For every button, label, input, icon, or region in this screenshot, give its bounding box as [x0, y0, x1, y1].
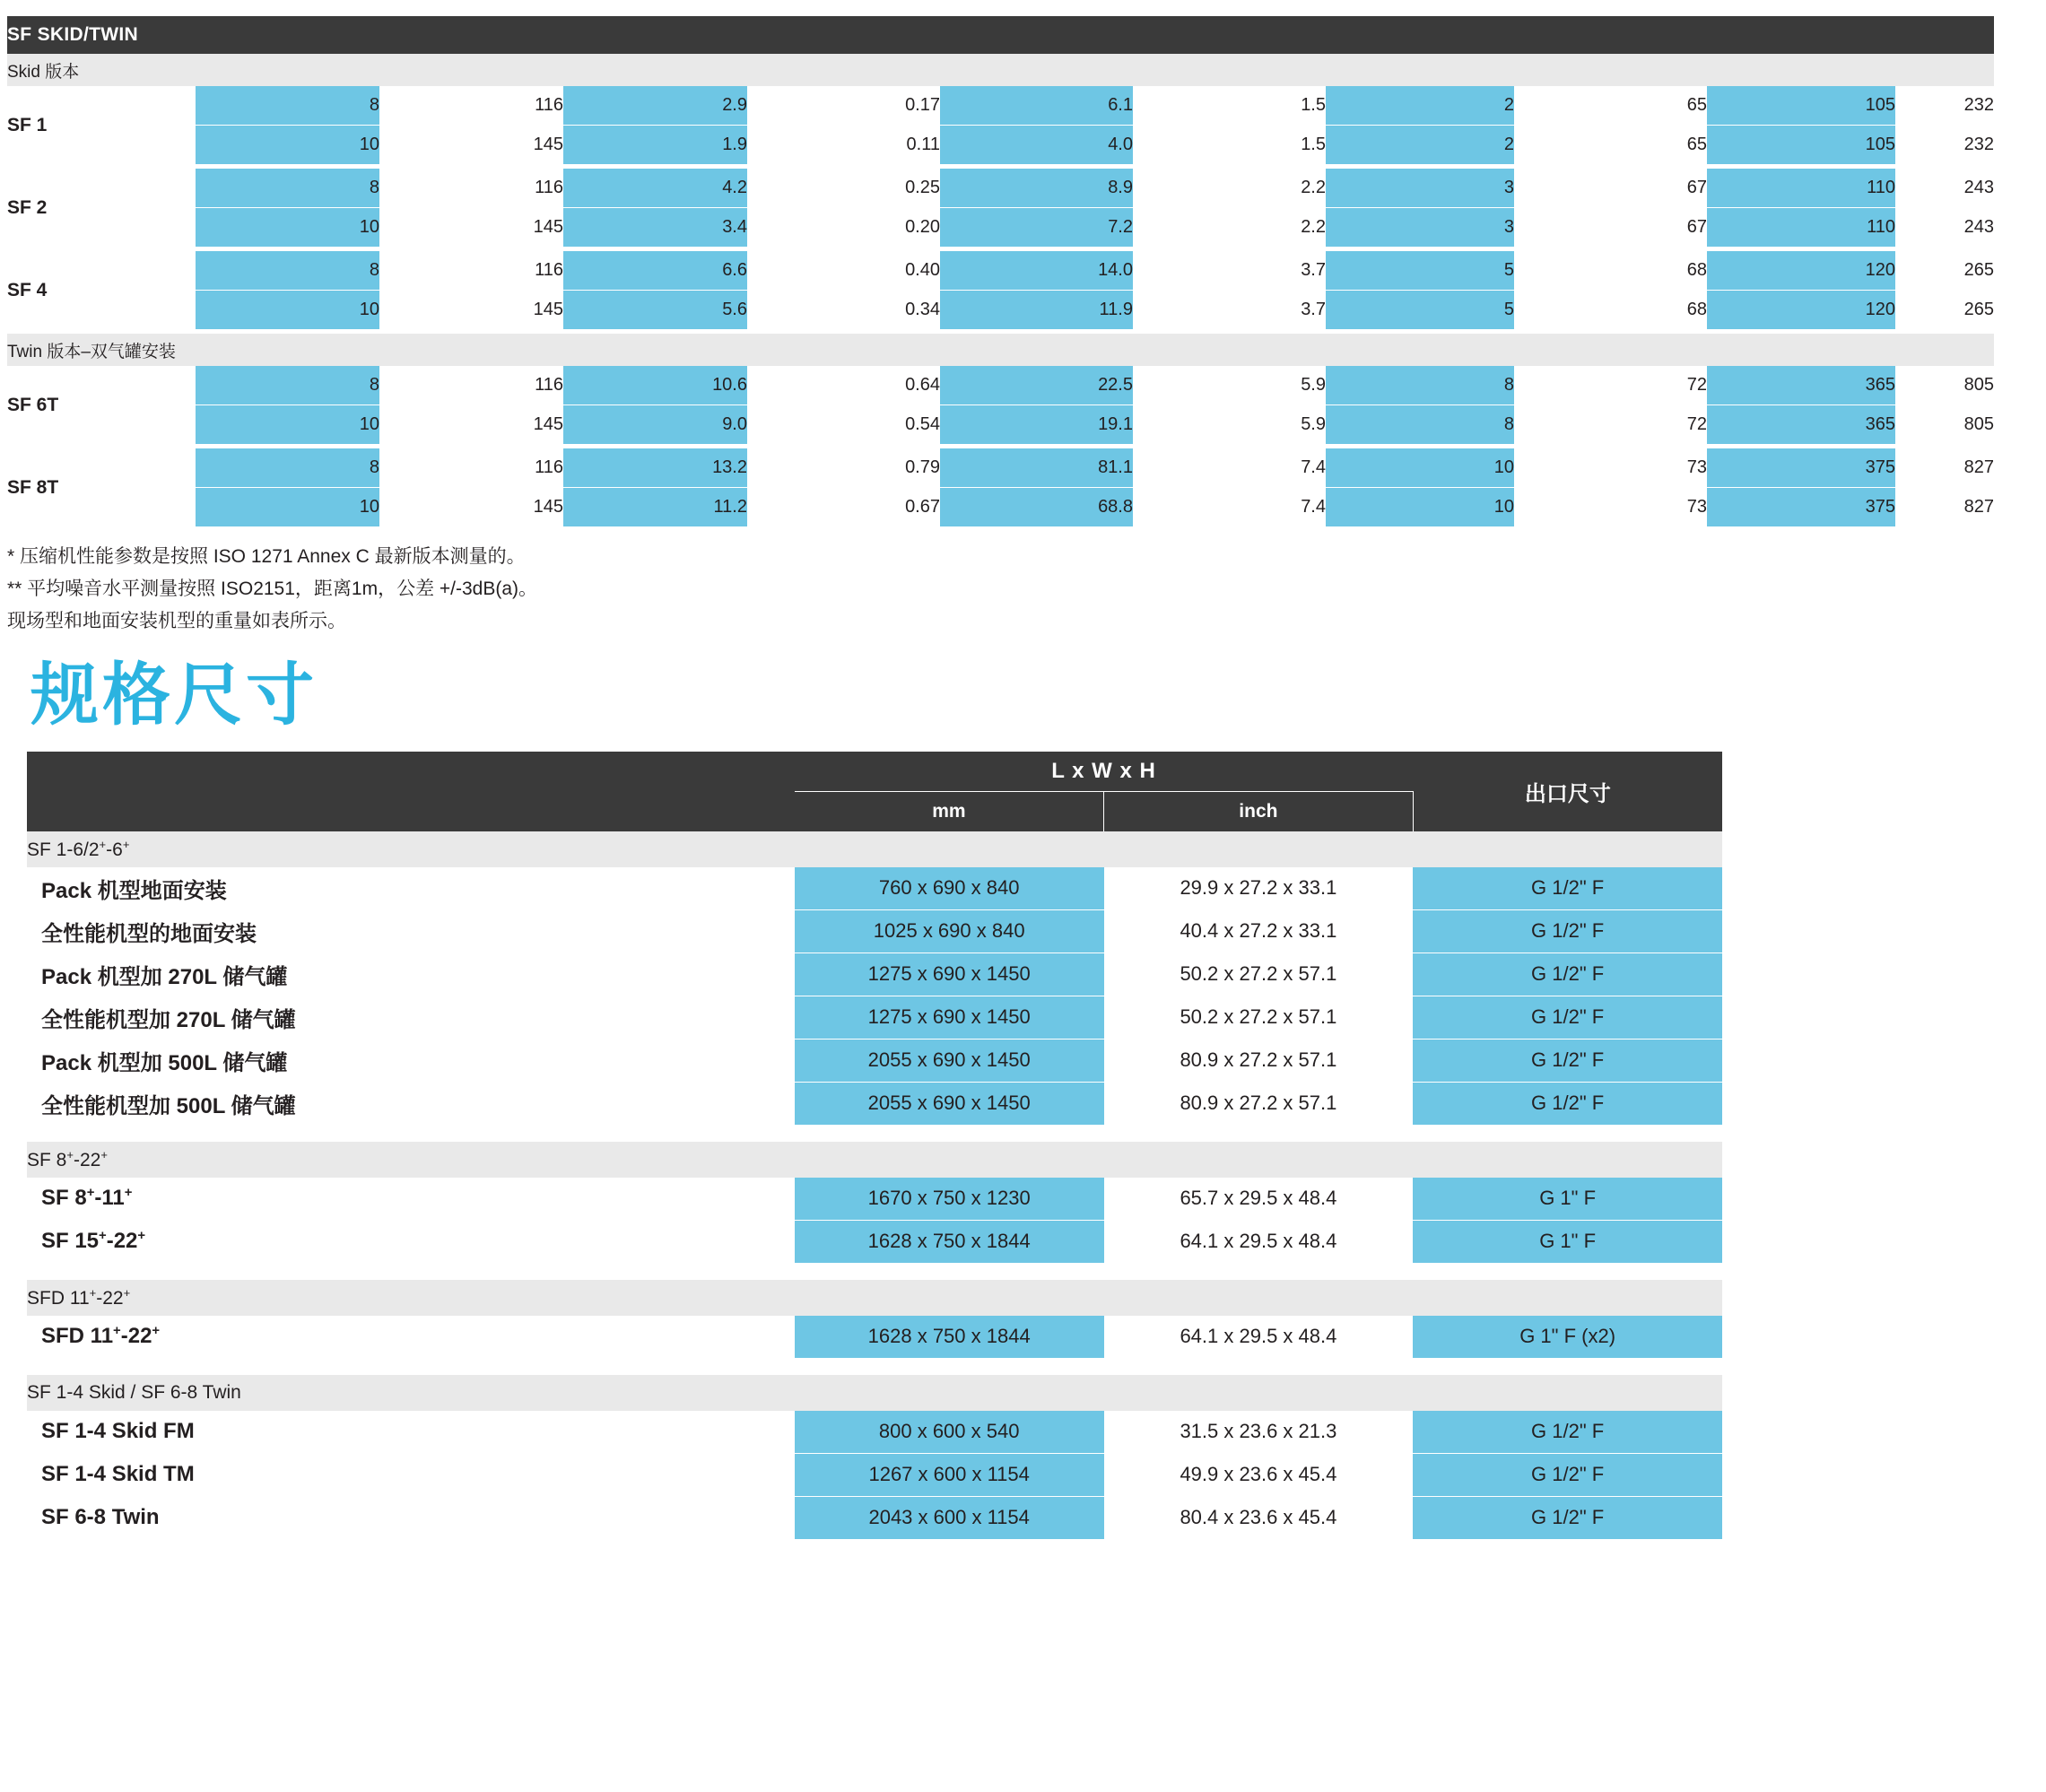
table-row [7, 208, 1994, 248]
dimensions-row-label: Pack 机型加 500L 储气罐 [27, 1039, 795, 1082]
spec-cell: 116 [379, 366, 563, 405]
table-row [27, 1178, 1722, 1221]
spec-table-container [7, 16, 1994, 527]
spec-cell: 1.9 [563, 126, 747, 165]
dimensions-cell-outlet: G 1" F (x2) [1413, 1316, 1722, 1359]
table-row [27, 996, 1722, 1039]
table-row [7, 126, 1994, 165]
spec-table [7, 16, 1994, 527]
spec-cell: 2.2 [1133, 169, 1326, 208]
dimensions-row-label: 全性能机型加 500L 储气罐 [27, 1082, 795, 1125]
spec-cell: 365 [1707, 405, 1895, 445]
spec-cell: 65 [1514, 126, 1707, 165]
table-row [7, 169, 1994, 208]
dimensions-row-label: 全性能机型的地面安装 [27, 909, 795, 953]
dimensions-row-label: SFD 11+-22+ [27, 1316, 795, 1359]
spec-cell: 116 [379, 251, 563, 291]
dimensions-group-bar [27, 1280, 1722, 1316]
spec-cell: 10 [196, 291, 379, 330]
dimensions-cell-outlet: G 1/2" F [1413, 867, 1722, 910]
dimensions-row-label: Pack 机型地面安装 [27, 867, 795, 910]
dimensions-cell-mm: 1267 x 600 x 1154 [795, 1453, 1104, 1496]
spec-cell: 3 [1326, 169, 1514, 208]
dimensions-group-label: SFD 11+-22+ [27, 1280, 1722, 1316]
spec-cell: 0.40 [747, 251, 940, 291]
dimensions-cell-mm: 1628 x 750 x 1844 [795, 1220, 1104, 1263]
dimensions-group-bar [27, 1375, 1722, 1411]
dimensions-cell-outlet: G 1/2" F [1413, 1496, 1722, 1539]
spec-cell: 13.2 [563, 448, 747, 488]
dimensions-cell-inch: 40.4 x 27.2 x 33.1 [1104, 909, 1414, 953]
spec-cell: 110 [1707, 208, 1895, 248]
dimensions-row-gap [27, 1263, 1722, 1280]
spec-cell: 0.20 [747, 208, 940, 248]
spec-cell: 105 [1707, 86, 1895, 126]
dimensions-cell-outlet: G 1/2" F [1413, 953, 1722, 996]
spec-cell: 2 [1326, 126, 1514, 165]
spec-cell: 0.54 [747, 405, 940, 445]
spec-cell: 8 [196, 366, 379, 405]
table-row [27, 1039, 1722, 1082]
spec-cell: 10 [1326, 448, 1514, 488]
dimensions-cell-outlet: G 1/2" F [1413, 996, 1722, 1039]
spec-cell: 827 [1895, 448, 1994, 488]
spec-model-name: SF 8T [7, 448, 196, 527]
dimensions-cell-mm: 1628 x 750 x 1844 [795, 1316, 1104, 1359]
dimensions-row-label: SF 8+-11+ [27, 1178, 795, 1221]
spec-cell: 116 [379, 448, 563, 488]
spec-cell: 10 [196, 126, 379, 165]
dimensions-cell-outlet: G 1" F [1413, 1178, 1722, 1221]
dimensions-row-label: SF 1-4 Skid TM [27, 1453, 795, 1496]
spec-cell: 1.5 [1133, 126, 1326, 165]
dimensions-cell-inch: 50.2 x 27.2 x 57.1 [1104, 996, 1414, 1039]
spec-cell: 10 [196, 488, 379, 527]
dimensions-row-gap [27, 1125, 1722, 1142]
spec-cell: 9.0 [563, 405, 747, 445]
spec-cell: 19.1 [940, 405, 1133, 445]
spec-cell: 7.4 [1133, 448, 1326, 488]
dimensions-row-label: SF 15+-22+ [27, 1220, 795, 1263]
spec-cell: 10 [196, 405, 379, 445]
dimensions-cell-inch: 80.4 x 23.6 x 45.4 [1104, 1496, 1414, 1539]
dimensions-cell-outlet: G 1/2" F [1413, 1082, 1722, 1125]
spec-cell: 145 [379, 488, 563, 527]
dimensions-header-lwh: L x W x H [795, 752, 1413, 792]
footnotes [7, 542, 2046, 637]
spec-cell: 5.6 [563, 291, 747, 330]
spec-cell: 22.5 [940, 366, 1133, 405]
dimensions-cell-mm: 760 x 690 x 840 [795, 867, 1104, 910]
table-row [27, 1453, 1722, 1496]
spec-cell: 116 [379, 86, 563, 126]
spec-cell: 7.4 [1133, 488, 1326, 527]
dimensions-cell-outlet: G 1/2" F [1413, 1411, 1722, 1454]
dimensions-group-label: SF 8+-22+ [27, 1142, 1722, 1178]
spec-cell: 8 [196, 448, 379, 488]
spec-cell: 0.67 [747, 488, 940, 527]
spec-model-name: SF 2 [7, 169, 196, 248]
spec-cell: 10.6 [563, 366, 747, 405]
spec-cell: 14.0 [940, 251, 1133, 291]
spec-cell: 232 [1895, 86, 1994, 126]
dimensions-cell-outlet: G 1" F [1413, 1220, 1722, 1263]
spec-cell: 805 [1895, 366, 1994, 405]
spec-cell: 145 [379, 291, 563, 330]
spec-table-title-bar [7, 16, 1994, 54]
spec-cell: 827 [1895, 488, 1994, 527]
spec-cell: 8.9 [940, 169, 1133, 208]
spec-cell: 375 [1707, 448, 1895, 488]
spec-cell: 73 [1514, 488, 1707, 527]
table-row [7, 405, 1994, 445]
dimensions-row-label: SF 6-8 Twin [27, 1496, 795, 1539]
dimensions-group-label: SF 1-6/2+-6+ [27, 831, 1722, 867]
spec-cell: 0.25 [747, 169, 940, 208]
table-row [27, 1316, 1722, 1359]
spec-group-bar [7, 54, 1994, 86]
spec-cell: 3.7 [1133, 291, 1326, 330]
spec-cell: 805 [1895, 405, 1994, 445]
spec-cell: 8 [1326, 366, 1514, 405]
dimensions-cell-inch: 80.9 x 27.2 x 57.1 [1104, 1039, 1414, 1082]
spec-cell: 375 [1707, 488, 1895, 527]
spec-cell: 243 [1895, 208, 1994, 248]
gap-cell [27, 1263, 1722, 1280]
spec-cell: 68 [1514, 251, 1707, 291]
spec-cell: 7.2 [940, 208, 1133, 248]
footnote-3: 现场型和地面安装机型的重量如表所示。 [7, 611, 346, 632]
gap-cell [27, 1125, 1722, 1142]
dimensions-table-container [27, 752, 1722, 1540]
table-row [27, 1496, 1722, 1539]
table-row [7, 291, 1994, 330]
spec-group-label: Skid 版本 [7, 54, 1994, 86]
dimensions-row-label: SF 1-4 Skid FM [27, 1411, 795, 1454]
section-heading: 规格尺寸 [30, 657, 318, 735]
table-row [27, 867, 1722, 910]
spec-cell: 3.7 [1133, 251, 1326, 291]
spec-cell: 145 [379, 126, 563, 165]
spec-cell: 3 [1326, 208, 1514, 248]
spec-cell: 5.9 [1133, 366, 1326, 405]
table-row [27, 1220, 1722, 1263]
spec-cell: 8 [196, 169, 379, 208]
dimensions-cell-outlet: G 1/2" F [1413, 909, 1722, 953]
spec-cell: 81.1 [940, 448, 1133, 488]
spec-cell: 73 [1514, 448, 1707, 488]
dimensions-cell-mm: 1670 x 750 x 1230 [795, 1178, 1104, 1221]
spec-cell: 65 [1514, 86, 1707, 126]
table-row [7, 448, 1994, 488]
dimensions-cell-inch: 50.2 x 27.2 x 57.1 [1104, 953, 1414, 996]
dimensions-cell-inch: 29.9 x 27.2 x 33.1 [1104, 867, 1414, 910]
spec-cell: 5.9 [1133, 405, 1326, 445]
spec-cell: 243 [1895, 169, 1994, 208]
spec-model-name: SF 6T [7, 366, 196, 445]
dimensions-header-row-1 [27, 752, 1722, 792]
spec-cell: 5 [1326, 291, 1514, 330]
table-row [27, 1082, 1722, 1125]
dimensions-cell-mm: 1275 x 690 x 1450 [795, 953, 1104, 996]
spec-cell: 120 [1707, 251, 1895, 291]
dimensions-cell-mm: 2055 x 690 x 1450 [795, 1082, 1104, 1125]
dimensions-cell-mm: 2043 x 600 x 1154 [795, 1496, 1104, 1539]
spec-model-name: SF 1 [7, 86, 196, 165]
table-row [27, 909, 1722, 953]
spec-cell: 105 [1707, 126, 1895, 165]
spec-cell: 4.0 [940, 126, 1133, 165]
dimensions-cell-inch: 65.7 x 29.5 x 48.4 [1104, 1178, 1414, 1221]
spec-cell: 120 [1707, 291, 1895, 330]
spec-table-title: SF SKID/TWIN [7, 16, 1994, 54]
spec-cell: 68 [1514, 291, 1707, 330]
dimensions-cell-mm: 2055 x 690 x 1450 [795, 1039, 1104, 1082]
spec-cell: 11.9 [940, 291, 1133, 330]
spec-cell: 1.5 [1133, 86, 1326, 126]
dimensions-cell-inch: 49.9 x 23.6 x 45.4 [1104, 1453, 1414, 1496]
table-row [27, 1411, 1722, 1454]
dimensions-header-outlet: 出口尺寸 [1413, 752, 1722, 831]
dimensions-cell-mm: 800 x 600 x 540 [795, 1411, 1104, 1454]
table-row [7, 86, 1994, 126]
dimensions-cell-inch: 31.5 x 23.6 x 21.3 [1104, 1411, 1414, 1454]
dimensions-cell-mm: 1025 x 690 x 840 [795, 909, 1104, 953]
spec-cell: 8 [1326, 405, 1514, 445]
spec-cell: 0.17 [747, 86, 940, 126]
spec-cell: 67 [1514, 208, 1707, 248]
dimensions-group-bar [27, 831, 1722, 867]
spec-cell: 10 [1326, 488, 1514, 527]
spec-cell: 4.2 [563, 169, 747, 208]
footnote-1: * 压缩机性能参数是按照 ISO 1271 Annex C 最新版本测量的。 [7, 546, 526, 567]
spec-cell: 72 [1514, 366, 1707, 405]
spec-cell: 6.1 [940, 86, 1133, 126]
spec-cell: 68.8 [940, 488, 1133, 527]
spec-cell: 0.64 [747, 366, 940, 405]
spec-cell: 0.79 [747, 448, 940, 488]
dimensions-row-label: Pack 机型加 270L 储气罐 [27, 953, 795, 996]
dimensions-header-mm: mm [795, 791, 1104, 831]
dimensions-row-label: 全性能机型加 270L 储气罐 [27, 996, 795, 1039]
dimensions-cell-outlet: G 1/2" F [1413, 1039, 1722, 1082]
spec-cell: 2 [1326, 86, 1514, 126]
table-row [7, 251, 1994, 291]
dimensions-group-label: SF 1-4 Skid / SF 6-8 Twin [27, 1375, 1722, 1411]
spec-cell: 8 [196, 251, 379, 291]
dimensions-cell-inch: 64.1 x 29.5 x 48.4 [1104, 1316, 1414, 1359]
table-row [7, 488, 1994, 527]
spec-cell: 6.6 [563, 251, 747, 291]
spec-cell: 5 [1326, 251, 1514, 291]
spec-cell: 116 [379, 169, 563, 208]
dimensions-header-inch: inch [1104, 791, 1414, 831]
spec-cell: 72 [1514, 405, 1707, 445]
spec-cell: 11.2 [563, 488, 747, 527]
dimensions-cell-inch: 64.1 x 29.5 x 48.4 [1104, 1220, 1414, 1263]
spec-cell: 2.9 [563, 86, 747, 126]
dimensions-cell-inch: 80.9 x 27.2 x 57.1 [1104, 1082, 1414, 1125]
table-row [7, 366, 1994, 405]
table-row [27, 953, 1722, 996]
dimensions-cell-outlet: G 1/2" F [1413, 1453, 1722, 1496]
spec-cell: 0.34 [747, 291, 940, 330]
spec-cell: 365 [1707, 366, 1895, 405]
dimensions-header-blank [27, 752, 795, 831]
spec-cell: 3.4 [563, 208, 747, 248]
spec-group-label: Twin 版本–双气罐安装 [7, 334, 1994, 366]
spec-group-bar [7, 334, 1994, 366]
dimensions-cell-mm: 1275 x 690 x 1450 [795, 996, 1104, 1039]
spec-model-name: SF 4 [7, 251, 196, 330]
spec-cell: 0.11 [747, 126, 940, 165]
footnote-2: ** 平均噪音水平测量按照 ISO2151，距离1m，公差 +/-3dB(a)。 [7, 578, 538, 600]
spec-cell: 2.2 [1133, 208, 1326, 248]
spec-cell: 265 [1895, 251, 1994, 291]
spec-cell: 67 [1514, 169, 1707, 208]
spec-cell: 110 [1707, 169, 1895, 208]
spec-cell: 232 [1895, 126, 1994, 165]
spec-cell: 145 [379, 208, 563, 248]
spec-cell: 10 [196, 208, 379, 248]
gap-cell [27, 1358, 1722, 1375]
spec-cell: 265 [1895, 291, 1994, 330]
dimensions-table [27, 752, 1722, 1540]
spec-cell: 8 [196, 86, 379, 126]
dimensions-row-gap [27, 1358, 1722, 1375]
dimensions-group-bar [27, 1142, 1722, 1178]
spec-cell: 145 [379, 405, 563, 445]
